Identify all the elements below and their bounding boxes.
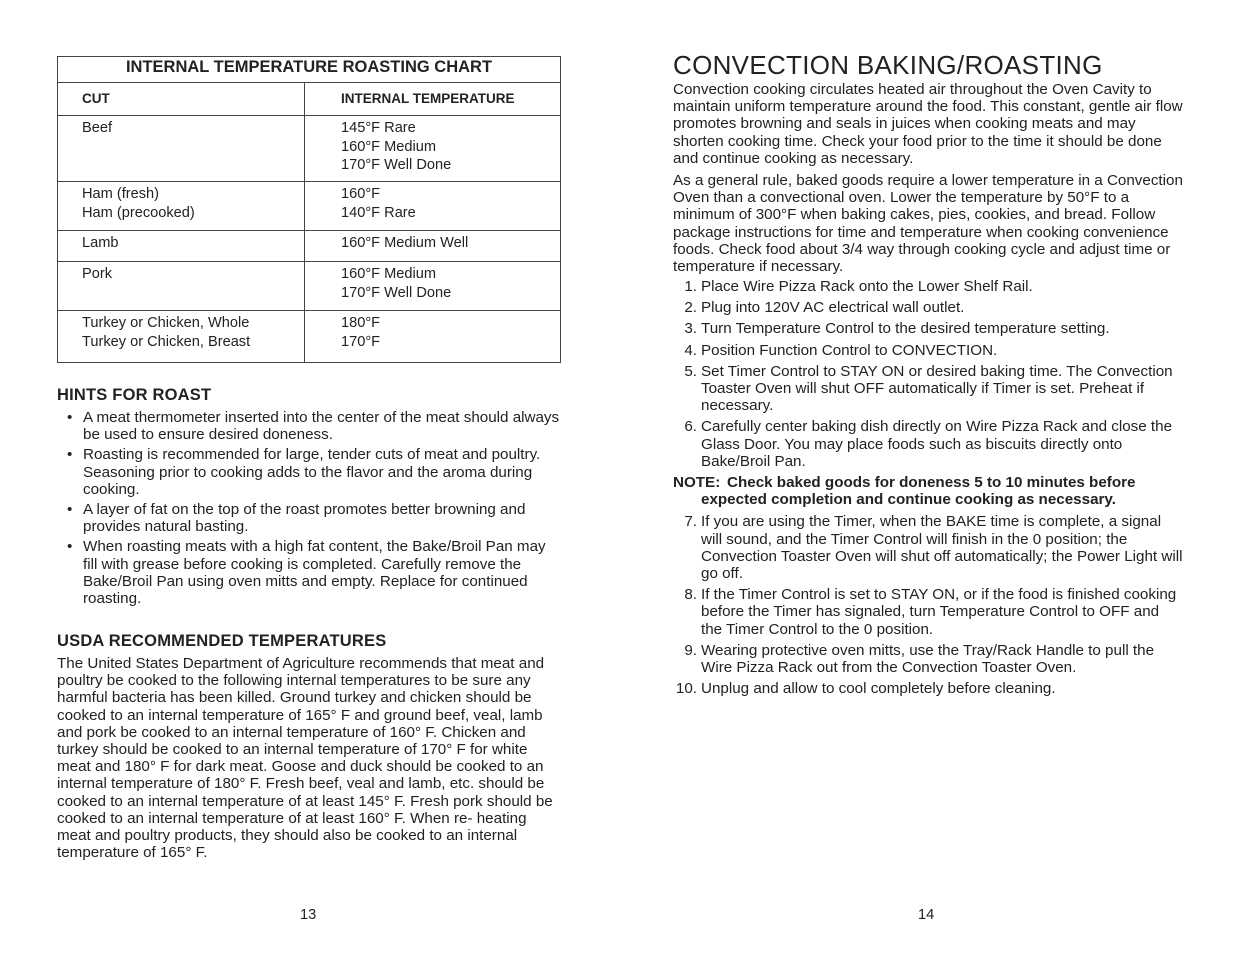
cut-text: Lamb — [82, 235, 119, 251]
step-number: 3. — [684, 320, 697, 338]
step-number: 7. — [684, 513, 697, 531]
hint-text: When roasting meats with a high fat content, the Bake/Broil Pan may fill with grease before cooking is completed. Carefully remove the Bake/Broil Pan using oven mitts and empty. Replace for continued roasting. — [83, 538, 546, 608]
list-item — [673, 342, 1183, 359]
temperature-text: 180°F — [341, 315, 381, 331]
usda-paragraph: The United States Department of Agriculture recommends that meat and poultry be cooked to the following internal temperatures to be sure any harmful bacteria has been killed. Ground turkey and chicken should be cooked to an internal temperature of 165° F and ground beef, veal, lamb and pork be cooked to an internal temperature of 160° F. Chicken and turkey should be cooked to an internal temperature of 170° F for white meat and 180° F for dark meat. Goose and duck should be cooked to an internal temperature of 180° F. Fresh beef, veal and lamb, etc. should be cooked to an internal temperature of at least 145° F. Fresh pork should be cooked to an internal temperature of at least 160° F. When re- heating meat and poultry products, they should also be cooked to an internal temperature of 165° F. — [57, 655, 553, 862]
note-block — [673, 474, 1183, 508]
temperature-text: 160°F Medium Well — [341, 235, 469, 251]
bullet-icon: • — [67, 501, 73, 519]
list-item — [673, 320, 1183, 337]
cut-cell — [58, 116, 305, 182]
list-item — [57, 409, 563, 443]
column-header-cut: CUT — [58, 83, 305, 116]
list-item — [673, 278, 1183, 295]
table-row — [58, 231, 561, 262]
step-text: Plug into 120V AC electrical wall outlet. — [701, 299, 965, 317]
temperature-text: 160°F — [341, 186, 381, 202]
temperature-text: 140°F Rare — [341, 204, 416, 221]
general-rule-paragraph: As a general rule, baked goods require a lower temperature in a Convection Oven than a convectional oven. Lower the temperature by 50°F to a minimum of 300°F when baking cakes, pies, cookies, and bread. Follow package instructions for time and temperature when cooking convenience foods. Check food about 3/4 way through cooking cycle and adjust time or temperature if necessary. — [673, 172, 1183, 276]
step-number: 6. — [684, 418, 697, 436]
note-text: Check baked goods for doneness 5 to 10 minutes before expected completion and continue cooking as necessary. — [701, 474, 1136, 509]
temperature-cell — [305, 262, 561, 311]
step-text: Set Timer Control to STAY ON or desired baking time. The Convection Toaster Oven will shut OFF automatically if Timer is set. Preheat if necessary. — [701, 362, 1173, 415]
list-item — [673, 363, 1183, 415]
hint-text: A layer of fat on the top of the roast promotes better browning and provides natural basting. — [83, 501, 526, 536]
list-item — [57, 501, 563, 535]
right-page — [673, 0, 1181, 954]
hint-text: A meat thermometer inserted into the center of the meat should always be used to ensure desired doneness. — [83, 409, 560, 444]
step-number: 9. — [684, 641, 697, 659]
step-number: 8. — [684, 586, 697, 604]
cut-cell — [58, 311, 305, 363]
step-number: 4. — [684, 341, 697, 359]
usda-heading: USDA RECOMMENDED TEMPERATURES — [57, 632, 387, 650]
step-number: 5. — [684, 362, 697, 380]
temperature-cell — [305, 182, 561, 231]
cut-text: Ham (fresh) — [82, 186, 160, 202]
temperature-text: 145°F Rare — [341, 120, 416, 136]
temperature-text: 170°F Well Done — [341, 284, 452, 301]
steps-list-b — [673, 513, 1183, 697]
list-item — [673, 642, 1183, 676]
temperature-text: 170°F — [341, 333, 381, 350]
list-item — [673, 680, 1183, 697]
bullet-icon: • — [67, 538, 73, 556]
step-number: 10. — [675, 680, 697, 698]
step-text: If the Timer Control is set to STAY ON, or if the food is finished cooking before the Timer has signaled, turn Temperature Control to OFF and the Timer Control to the 0 position. — [701, 586, 1177, 638]
steps-list-a — [673, 278, 1183, 470]
step-text: Unplug and allow to cool completely before cleaning. — [701, 680, 1056, 698]
cut-cell — [58, 231, 305, 262]
steps-section — [673, 278, 1183, 701]
list-item — [673, 418, 1183, 470]
step-text: Place Wire Pizza Rack onto the Lower Shelf Rail. — [701, 278, 1033, 295]
chart-title: INTERNAL TEMPERATURE ROASTING CHART — [58, 57, 561, 83]
page-number: 14 — [918, 907, 935, 923]
hint-text: Roasting is recommended for large, tender cuts of meat and poultry. Seasoning prior to cooking adds to the flavor and the aroma during cooking. — [83, 446, 541, 498]
step-text: Position Function Control to CONVECTION. — [701, 341, 998, 359]
cut-cell — [58, 262, 305, 311]
left-page — [57, 0, 562, 954]
cut-text: Turkey or Chicken, Whole — [82, 315, 250, 331]
step-text: Wearing protective oven mitts, use the Tray/Rack Handle to pull the Wire Pizza Rack out from the Convection Toaster Oven. — [701, 641, 1155, 677]
temperature-cell — [305, 116, 561, 182]
cut-text: Turkey or Chicken, Breast — [82, 333, 251, 350]
cut-text: Pork — [82, 266, 113, 282]
temperature-text: 170°F Well Done — [341, 157, 452, 173]
roasting-chart-table — [57, 56, 561, 363]
list-item — [673, 586, 1183, 638]
table-row — [58, 182, 561, 231]
table-row — [58, 311, 561, 363]
cut-cell — [58, 182, 305, 231]
temperature-text: 160°F Medium — [341, 266, 437, 282]
note-label: NOTE: — [673, 474, 721, 492]
step-text: If you are using the Timer, when the BAKE time is complete, a signal will sound, and the Timer Control will finish in the 0 position; the Convection Toaster Oven will shut off automatically; the Power Light will go off. — [701, 513, 1183, 583]
step-text: Carefully center baking dish directly on Wire Pizza Rack and close the Glass Door. You may place foods such as biscuits directly onto Bake/Broil Pan. — [701, 418, 1173, 470]
step-number: 2. — [684, 299, 697, 317]
cut-text: Ham (precooked) — [82, 204, 195, 221]
page-title: CONVECTION BAKING/ROASTING — [673, 50, 1103, 80]
list-item — [673, 513, 1183, 582]
hints-list — [57, 409, 563, 610]
bullet-icon: • — [67, 409, 73, 426]
page-number: 13 — [300, 907, 317, 923]
hints-heading: HINTS FOR ROAST — [57, 386, 212, 404]
step-number: 1. — [684, 278, 697, 295]
column-header-temperature: INTERNAL TEMPERATURE — [305, 83, 561, 116]
temperature-cell — [305, 311, 561, 363]
cut-text: Beef — [82, 120, 113, 136]
temperature-cell — [305, 231, 561, 262]
bullet-icon: • — [67, 446, 73, 464]
list-item — [57, 446, 563, 498]
table-row — [58, 116, 561, 182]
table-row — [58, 262, 561, 311]
list-item — [673, 299, 1183, 316]
list-item — [57, 538, 563, 607]
step-text: Turn Temperature Control to the desired temperature setting. — [701, 320, 1110, 338]
temperature-text: 160°F Medium — [341, 138, 437, 155]
intro-paragraph: Convection cooking circulates heated air throughout the Oven Cavity to maintain uniform temperature around the food. This constant, gentle air flow promotes browning and seals in juices when cooking meats and may shorten cooking time. Check your food prior to the time it should be done and continue cooking as necessary. — [673, 81, 1183, 167]
